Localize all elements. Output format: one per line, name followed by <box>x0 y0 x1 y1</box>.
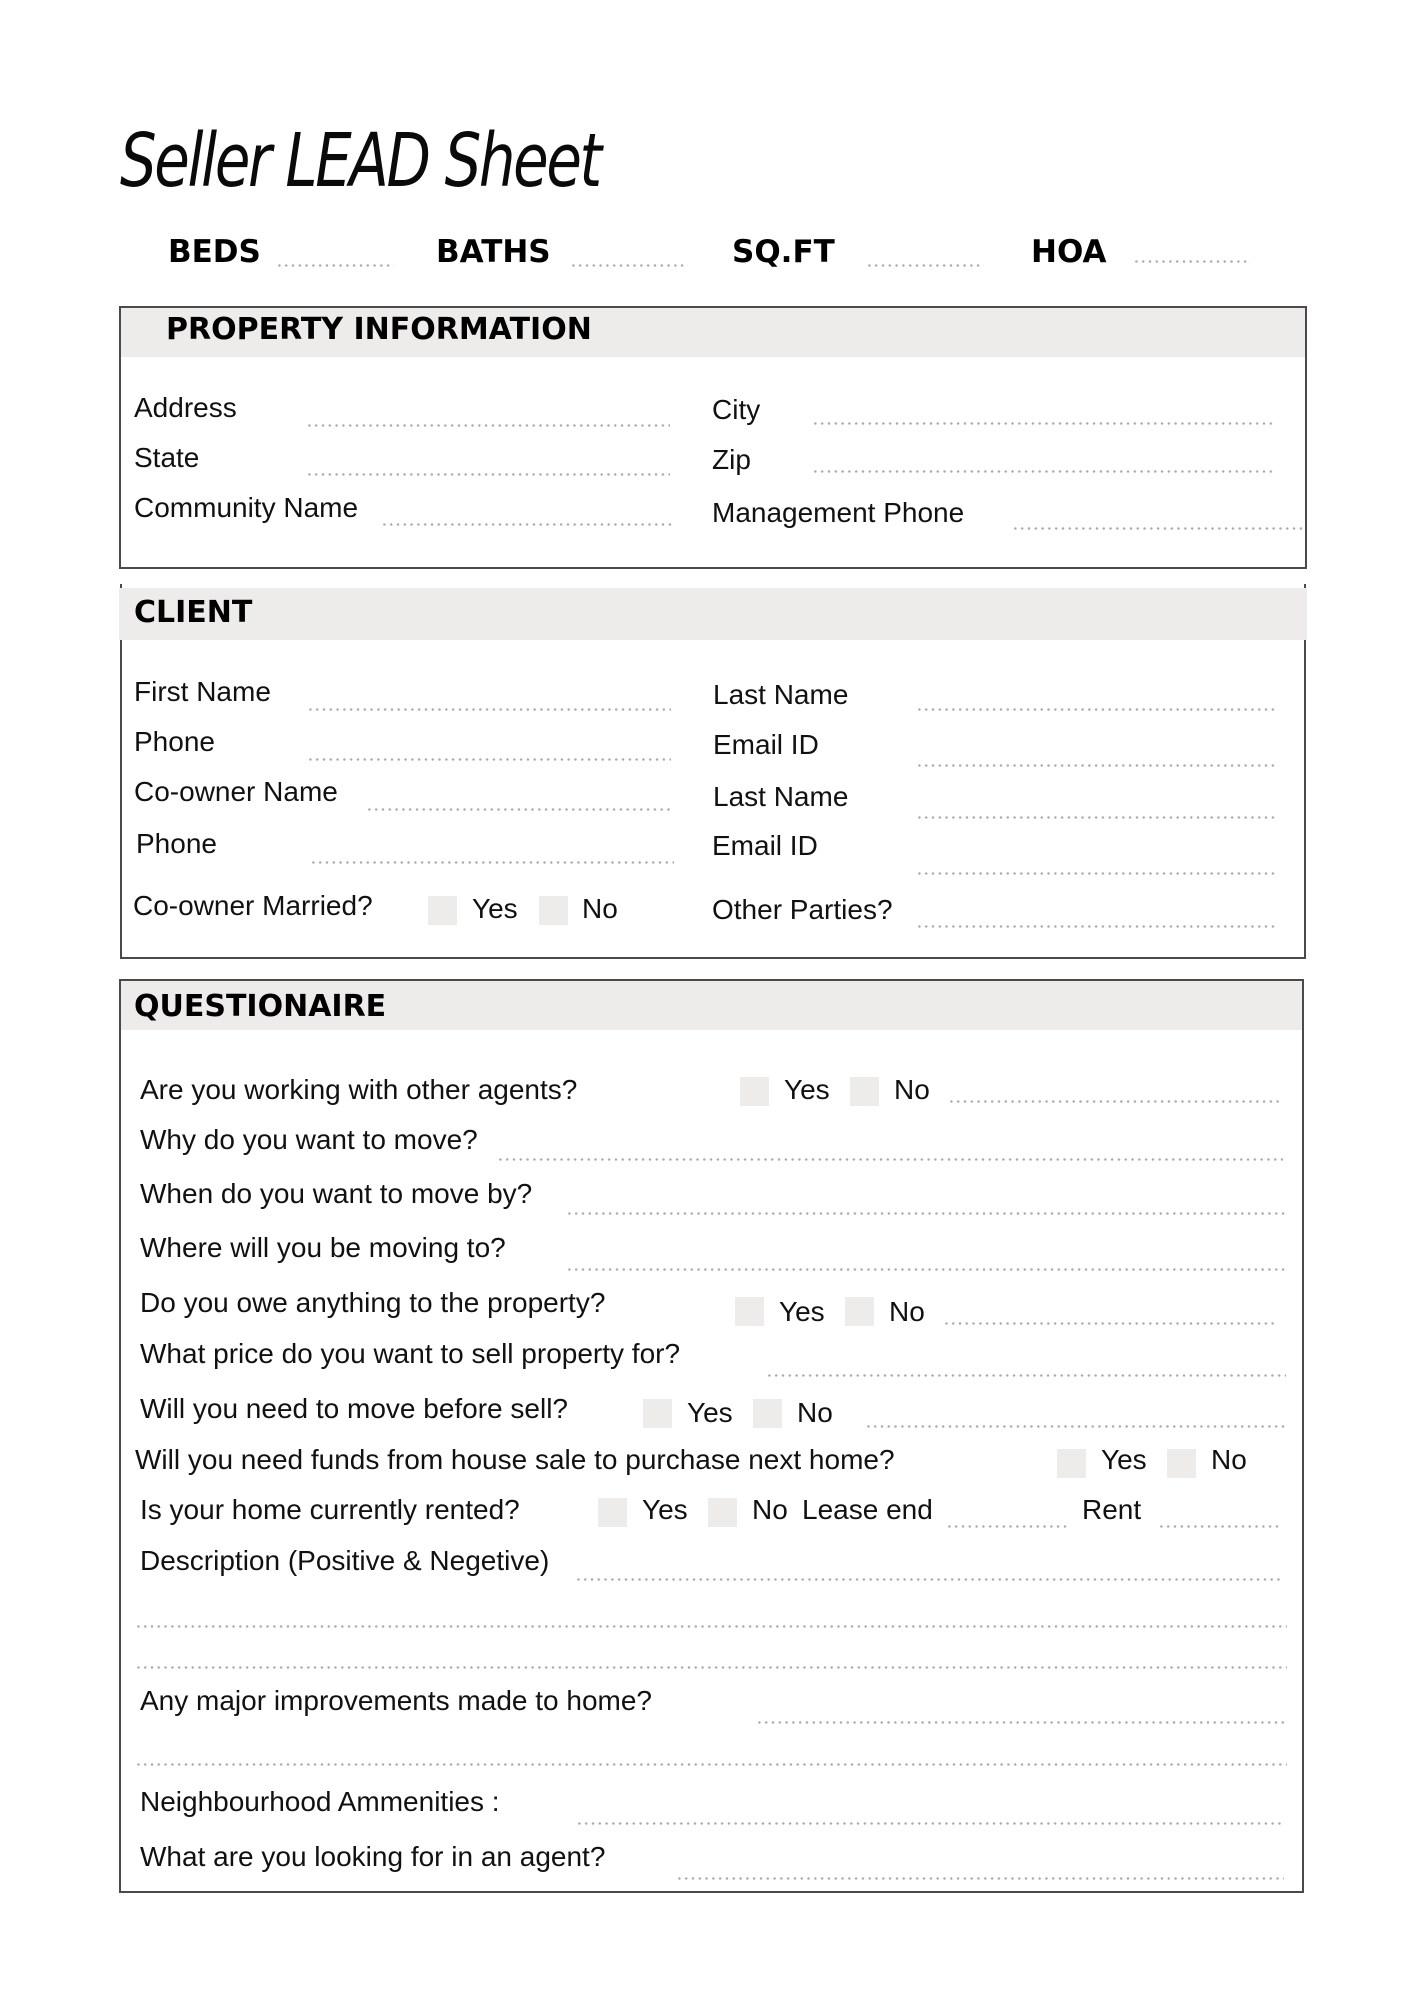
zip-field[interactable] <box>812 470 1276 473</box>
coowner-email-label: Email ID <box>712 830 818 861</box>
q-move-before-sell-no-label: No <box>797 1397 833 1428</box>
baths-field[interactable] <box>570 264 688 267</box>
q-other-agents-no-label: No <box>894 1074 930 1105</box>
q-improvements-label: Any major improvements made to home? <box>140 1685 652 1716</box>
community-name-label: Community Name <box>134 492 359 523</box>
q-when-move-label: When do you want to move by? <box>140 1178 533 1209</box>
state-field[interactable] <box>306 473 670 476</box>
phone-field[interactable] <box>307 758 671 761</box>
address-field[interactable] <box>306 424 670 427</box>
q-other-agents-field[interactable] <box>948 1100 1282 1103</box>
management-phone-field[interactable] <box>1012 527 1304 530</box>
page-title: Seller LEAD Sheet <box>120 118 600 204</box>
hoa-field[interactable] <box>1133 260 1251 263</box>
q-move-before-sell-no-checkbox[interactable] <box>753 1399 782 1428</box>
city-field[interactable] <box>812 422 1276 425</box>
q-move-before-sell-yes-label: Yes <box>687 1397 733 1428</box>
q-funds-needed-yes-label: Yes <box>1101 1444 1147 1475</box>
q-amenities-field[interactable] <box>576 1822 1284 1825</box>
client-header-band <box>119 588 1307 640</box>
q-where-move-label: Where will you be moving to? <box>140 1232 506 1263</box>
questionnaire-heading: QUESTIONAIRE <box>134 989 387 1024</box>
q-why-move-field[interactable] <box>497 1158 1283 1161</box>
q-move-before-sell-yes-checkbox[interactable] <box>643 1399 672 1428</box>
coowner-email-field[interactable] <box>916 872 1278 875</box>
q-rented-no-checkbox[interactable] <box>708 1498 737 1527</box>
phone-label: Phone <box>134 726 215 757</box>
q-amenities-label: Neighbourhood Ammenities : <box>140 1786 500 1817</box>
coowner-phone-label: Phone <box>136 828 217 859</box>
q-other-agents-yes-checkbox[interactable] <box>740 1077 769 1106</box>
questionnaire-section <box>119 979 1304 1893</box>
q-agent-looking-for-label: What are you looking for in an agent? <box>140 1841 606 1872</box>
email-field[interactable] <box>916 764 1278 767</box>
hoa-label: HOA <box>1031 234 1107 270</box>
q-rent-label: Rent <box>1082 1494 1142 1525</box>
q-rented-yes-checkbox[interactable] <box>598 1498 627 1527</box>
q-funds-needed-yes-checkbox[interactable] <box>1057 1449 1086 1478</box>
q-where-move-field[interactable] <box>566 1268 1288 1271</box>
client-heading: CLIENT <box>134 595 253 630</box>
sqft-label: SQ.FT <box>732 234 835 270</box>
q-price-field[interactable] <box>766 1374 1286 1377</box>
city-label: City <box>712 394 761 425</box>
beds-field[interactable] <box>276 264 394 267</box>
q-other-agents-no-checkbox[interactable] <box>850 1077 879 1106</box>
q-description-field-3[interactable] <box>135 1666 1287 1669</box>
q-owe-property-field[interactable] <box>943 1322 1277 1325</box>
q-move-before-sell-field[interactable] <box>865 1425 1285 1428</box>
coowner-married-label: Co-owner Married? <box>133 890 373 921</box>
q-owe-property-yes-checkbox[interactable] <box>735 1297 764 1326</box>
q-move-before-sell-label: Will you need to move before sell? <box>140 1393 568 1424</box>
baths-label: BATHS <box>436 234 551 270</box>
last-name-field[interactable] <box>916 708 1278 711</box>
other-parties-field[interactable] <box>916 925 1278 928</box>
q-price-label: What price do you want to sell property for? <box>140 1338 681 1369</box>
q-owe-property-no-checkbox[interactable] <box>845 1297 874 1326</box>
email-label: Email ID <box>713 729 819 760</box>
q-description-field-2[interactable] <box>135 1625 1287 1628</box>
property-heading: PROPERTY INFORMATION <box>166 312 592 347</box>
q-owe-property-no-label: No <box>889 1296 925 1327</box>
management-phone-label: Management Phone <box>712 497 965 528</box>
q-other-agents-yes-label: Yes <box>784 1074 830 1105</box>
coowner-married-yes-label: Yes <box>472 893 518 924</box>
q-funds-needed-no-checkbox[interactable] <box>1167 1449 1196 1478</box>
other-parties-label: Other Parties? <box>712 894 893 925</box>
coowner-married-no-label: No <box>582 893 618 924</box>
q-description-label: Description (Positive & Negetive) <box>140 1545 550 1576</box>
zip-label: Zip <box>712 444 751 475</box>
state-label: State <box>134 442 200 473</box>
q-why-move-label: Why do you want to move? <box>140 1124 478 1155</box>
coowner-phone-field[interactable] <box>310 861 674 864</box>
sqft-field[interactable] <box>866 264 984 267</box>
first-name-label: First Name <box>134 676 271 707</box>
q-owe-property-label: Do you owe anything to the property? <box>140 1287 606 1318</box>
q-description-field-1[interactable] <box>575 1578 1283 1581</box>
coowner-married-yes-checkbox[interactable] <box>428 896 457 925</box>
last-name-label: Last Name <box>713 679 849 710</box>
coowner-married-no-checkbox[interactable] <box>539 896 568 925</box>
q-when-move-field[interactable] <box>566 1212 1288 1215</box>
q-other-agents-label: Are you working with other agents? <box>140 1074 578 1105</box>
beds-label: BEDS <box>168 234 261 270</box>
q-funds-needed-label: Will you need funds from house sale to purchase next home? <box>135 1444 895 1475</box>
coowner-last-name-field[interactable] <box>916 816 1278 819</box>
coowner-name-field[interactable] <box>366 808 672 811</box>
q-improvements-field-1[interactable] <box>756 1721 1284 1724</box>
q-rented-label: Is your home currently rented? <box>140 1494 520 1525</box>
q-rented-no-label: No <box>752 1494 788 1525</box>
address-label: Address <box>134 392 237 423</box>
q-agent-looking-for-field[interactable] <box>676 1877 1284 1880</box>
q-funds-needed-no-label: No <box>1211 1444 1247 1475</box>
coowner-last-name-label: Last Name <box>713 781 849 812</box>
community-name-field[interactable] <box>381 523 673 526</box>
q-lease-end-field[interactable] <box>946 1525 1070 1528</box>
q-rent-field[interactable] <box>1158 1525 1282 1528</box>
q-improvements-field-2[interactable] <box>135 1763 1287 1766</box>
q-rented-yes-label: Yes <box>642 1494 688 1525</box>
q-owe-property-yes-label: Yes <box>779 1296 825 1327</box>
first-name-field[interactable] <box>307 708 671 711</box>
coowner-name-label: Co-owner Name <box>134 776 338 807</box>
q-lease-end-label: Lease end <box>802 1494 933 1525</box>
